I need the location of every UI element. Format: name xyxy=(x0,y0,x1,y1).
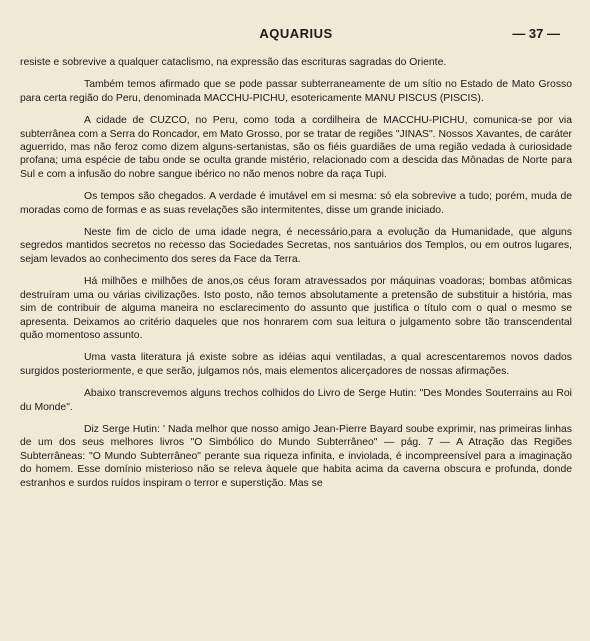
page-header xyxy=(20,26,572,46)
page-number: — 37 — xyxy=(512,26,560,41)
paragraph: Neste fim de ciclo de uma idade negra, é necessário,para a evolução da Humanidade, que alguns segredos mantidos secretos no recesso das Sociedades Secretas, nos santuários dos Templos, ou em outros lugares, sejam levados ao conhecimento dos seres da Face da Terra. xyxy=(20,227,572,265)
paragraph: Diz Serge Hutin: ' Nada melhor que nosso amigo Jean-Pierre Bayard soube exprimir, nas primeiras linhas de um dos seus melhores livros "O Simbólico do Mundo Subterrâneo" — pág. 7 — A Atração das Regiões Subterrâneas: "O Mundo Subterrâneo" perante sua riqueza infinita, e inviolada, é incompreensível para a imaginação do homem. Esse domínio misterioso não se releva àquele que habita acima da caverna obscura e profunda, donde estranhos e surdos ruídos inspiram o terror e superstição. Mas se xyxy=(20,423,572,489)
paragraph: Os tempos são chegados. A verdade é imutável em si mesma: só ela sobrevive a tudo; porém, muda de moradas como de formas e as suas revelações são intermitentes, disse um grande iniciado. xyxy=(20,191,572,216)
paragraph: Também temos afirmado que se pode passar subterraneamente de um sítio no Estado de Mato Grosso para certa região do Peru, denominada MACCHU-PICHU, esotericamente MANU PISCUS (PISCIS). xyxy=(20,79,572,104)
paragraph: Uma vasta literatura já existe sobre as idéias aqui ventiladas, a qual acrescentaremos novos dados surgidos posteriormente, e que serão, julgamos nós, mais elementos alicerçadores de nossas afirmações. xyxy=(20,352,572,377)
paragraph: Abaixo transcrevemos alguns trechos colhidos do Livro de Serge Hutin: "Des Mondes Souterrains au Roi du Monde". xyxy=(20,388,572,413)
paragraph: A cidade de CUZCO, no Peru, como toda a cordilheira de MACCHU-PICHU, comunica-se por via subterrânea com a Serra do Roncador, em Mato Grosso, por se tratar de regiões "JINAS". Nossos Xavantes, de caráter aguerrido, mas não feroz como dizem alguns-sertanistas, são os fiéis guardiães de uma região vedada à curiosidade profana; uma espécie de tabu onde se oculta grande mistério, relacionado com a descida das Mônadas de Norte para Sul e com a infusão do nobre sangue ibérico no não menos nobre da raça Tupi. xyxy=(20,115,572,180)
running-title: AQUARIUS xyxy=(259,26,333,41)
paragraph: Há milhões e milhões de anos,os céus foram atravessados por máquinas voadoras; bombas atômicas destruíram uma ou várias civilizações. Isto posto, não temos absolutamente a pretensão de substituir a história, mas sim de contribuir de alguma maneira no esclarecimento do assunto que justifica o título com o qual o mesmo se apresenta. Deixamos ao critério daqueles que nos honrarem com sua leitura o julgamento sobre tão transcendental quão momentoso assunto. xyxy=(20,276,572,341)
paragraph-continuation: resiste e sobrevive a qualquer cataclismo, na expressão das escrituras sagradas do Oriente. xyxy=(20,57,447,68)
